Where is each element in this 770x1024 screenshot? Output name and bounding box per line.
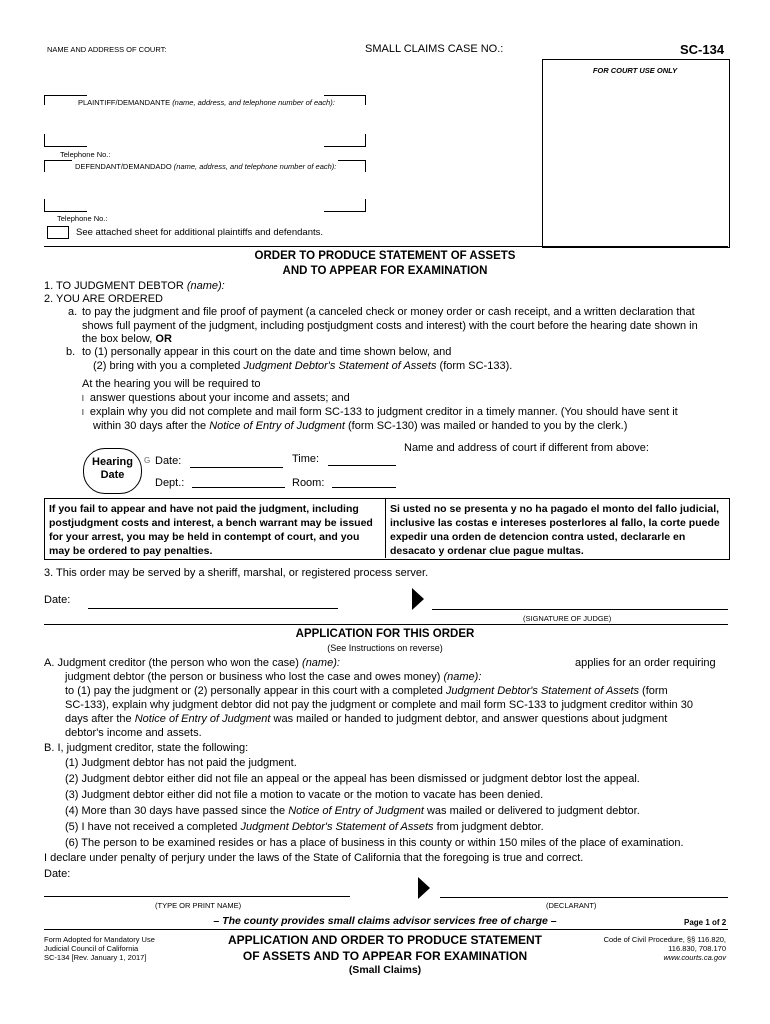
- warning-english: If you fail to appear and have not paid the judgment, including postjudgment costs and interest, a bench warrant may be issued for your arrest, you may be held in contempt of court, and you may be ordered to pay penalties.: [49, 503, 373, 557]
- item-2b-line1: to (1) personally appear in this court on the date and time shown below, and: [82, 346, 452, 358]
- court-use-label: FOR COURT USE ONLY: [592, 66, 678, 75]
- dept-label: Dept.:: [155, 477, 185, 489]
- item-2a-line2: shows full payment of the judgment, including postjudgment costs and interest) with the court before the hearing date shown in: [82, 320, 698, 332]
- item-2b-line2: (2) bring with you a completed Judgment Debtor's Statement of Assets (form SC-133).: [93, 360, 513, 372]
- footer-left-3: SC-134 [Rev. January 1, 2017]: [44, 953, 147, 962]
- footer-right-1: Code of Civil Procedure, §§ 116.820,: [603, 935, 726, 944]
- bullet-2: l explain why you did not complete and mail form SC-133 to judgment creditor in a timely manner. (You should have sent it: [82, 406, 678, 418]
- footer-right-2: 116.830, 708.170: [668, 944, 726, 953]
- app-date-label: Date:: [44, 868, 71, 880]
- app-b-item-1: (1) Judgment debtor has not paid the judgment.: [65, 757, 297, 769]
- app-a-line6: debtor's income and assets.: [65, 727, 202, 739]
- room-label: Room:: [292, 477, 325, 489]
- case-number-label: SMALL CLAIMS CASE NO.:: [365, 43, 504, 55]
- signature-arrow-icon: [412, 588, 424, 610]
- item-2b-label: b.: [66, 346, 76, 358]
- app-b-item-6: (6) The person to be examined resides or has a place of business in this county or within 150 miles of the place of examination.: [65, 837, 684, 849]
- item-2a-line3: the box below, OR: [82, 333, 172, 345]
- hearing-time-field[interactable]: [328, 465, 396, 466]
- type-print-name-label: (TYPE OR PRINT NAME): [155, 901, 242, 910]
- declaration: I declare under penalty of perjury under the laws of the State of California that the foregoing is true and correct.: [44, 852, 584, 864]
- footer-title-1: APPLICATION AND ORDER TO PRODUCE STATEMENT: [227, 933, 542, 947]
- app-a-line1: A. Judgment creditor (the person who won the case) (name):: [44, 657, 340, 669]
- date-label: Date:: [155, 455, 182, 467]
- judge-signature-field[interactable]: [432, 609, 728, 610]
- time-label: Time:: [292, 453, 320, 465]
- item-3: 3. This order may be served by a sheriff, marshal, or registered process server.: [44, 567, 429, 579]
- court-name-label: NAME AND ADDRESS OF COURT:: [47, 45, 167, 54]
- plaintiff-label: PLAINTIFF/DEMANDANTE (name, address, and telephone number of each):: [78, 98, 335, 107]
- defendant-telephone-label: Telephone No.:: [57, 214, 108, 223]
- plaintiff-telephone-label: Telephone No.:: [60, 150, 111, 159]
- hearing-intro: At the hearing you will be required to: [82, 378, 261, 390]
- hearing-room-field[interactable]: [332, 487, 396, 488]
- item-2: 2. YOU ARE ORDERED: [44, 293, 163, 305]
- order-title-line1: ORDER TO PRODUCE STATEMENT OF ASSETS: [254, 250, 516, 262]
- app-a-line2: judgment debtor (the person or business who lost the case and owes money) (name):: [65, 671, 482, 683]
- item-2a-line1: to pay the judgment and file proof of payment (a canceled check or money order or cash receipt, and a written declaration that: [82, 306, 695, 318]
- signature-of-judge-label: (SIGNATURE OF JUDGE): [523, 614, 612, 623]
- app-a-line4: SC-133), explain why judgment debtor did not pay the judgment or complete and mail form SC-133 to judgment creditor within 30: [65, 699, 693, 711]
- app-b-item-4: (4) More than 30 days have passed since the Notice of Entry of Judgment was mailed or delivered to judgment debtor.: [65, 805, 640, 817]
- order-title-line2: AND TO APPEAR FOR EXAMINATION: [282, 265, 488, 277]
- page-number: Page 1 of 2: [684, 918, 727, 927]
- marker-glyph: G: [144, 456, 151, 465]
- bullet-1: l answer questions about your income and assets; and: [82, 392, 350, 404]
- type-print-name-field[interactable]: [44, 896, 350, 897]
- item-1: 1. TO JUDGMENT DEBTOR (name):: [44, 280, 225, 292]
- app-b-item-3: (3) Judgment debtor either did not file a motion to vacate or the motion to vacate has been denied.: [65, 789, 544, 801]
- declarant-arrow-icon: [418, 877, 430, 899]
- court-use-box: [542, 59, 730, 248]
- defendant-label: DEFENDANT/DEMANDADO (name, address, and telephone number of each):: [75, 162, 337, 171]
- declarant-signature-field[interactable]: [440, 897, 728, 898]
- app-b-item-5: (5) I have not received a completed Judgment Debtor's Statement of Assets from judgment debtor.: [65, 821, 544, 833]
- court-if-different-label: Name and address of court if different from above:: [404, 442, 649, 454]
- application-instructions: (See Instructions on reverse): [327, 643, 443, 653]
- advisor-notice: – The county provides small claims advisor services free of charge –: [213, 915, 557, 927]
- hearing-date-label: Hearing Date: [92, 456, 133, 481]
- app-b-item-2: (2) Judgment debtor either did not file an appeal or the appeal has been dismissed or judgment debtor lost the appeal.: [65, 773, 640, 785]
- app-b-intro: B. I, judgment creditor, state the following:: [44, 742, 249, 754]
- order-date-label: Date:: [44, 594, 71, 606]
- hearing-dept-field[interactable]: [192, 487, 285, 488]
- attached-sheet-label: See attached sheet for additional plaintiffs and defendants.: [76, 227, 324, 238]
- app-a-line3: to (1) pay the judgment or (2) personally appear in this court with a completed Judgment Debtor's Statement of Assets (form: [65, 685, 668, 697]
- attached-sheet-checkbox[interactable]: [47, 226, 69, 239]
- order-date-field[interactable]: [88, 608, 338, 609]
- app-a-applies: applies for an order requiring: [575, 657, 716, 669]
- hearing-date-field[interactable]: [190, 467, 283, 468]
- form-id: SC-134: [680, 42, 725, 57]
- footer-left-2: Judicial Council of California: [44, 944, 139, 953]
- item-2a-label: a.: [68, 306, 78, 318]
- footer-title-3: (Small Claims): [348, 964, 422, 976]
- application-title: APPLICATION FOR THIS ORDER: [295, 628, 475, 640]
- courts-website-link[interactable]: www.courts.ca.gov: [663, 953, 726, 962]
- declarant-label: (DECLARANT): [546, 901, 597, 910]
- bullet-3: within 30 days after the Notice of Entry of Judgment (form SC-130) was mailed or handed to you by the clerk.): [93, 420, 628, 432]
- footer-left-1: Form Adopted for Mandatory Use: [44, 935, 155, 944]
- app-a-line5: days after the Notice of Entry of Judgment was mailed or handed to judgment debtor, and answer questions about judgment: [65, 713, 668, 725]
- warning-spanish: Si usted no se presenta y no ha pagado el monto del fallo judicial, inclusive las costas e intereses posterlores al fallo, la corte puede expedir una orden de detencion contra usted, declararle en desacato y ordenar clue pague multas.: [390, 503, 720, 557]
- footer-title-2: OF ASSETS AND TO APPEAR FOR EXAMINATION: [242, 949, 528, 963]
